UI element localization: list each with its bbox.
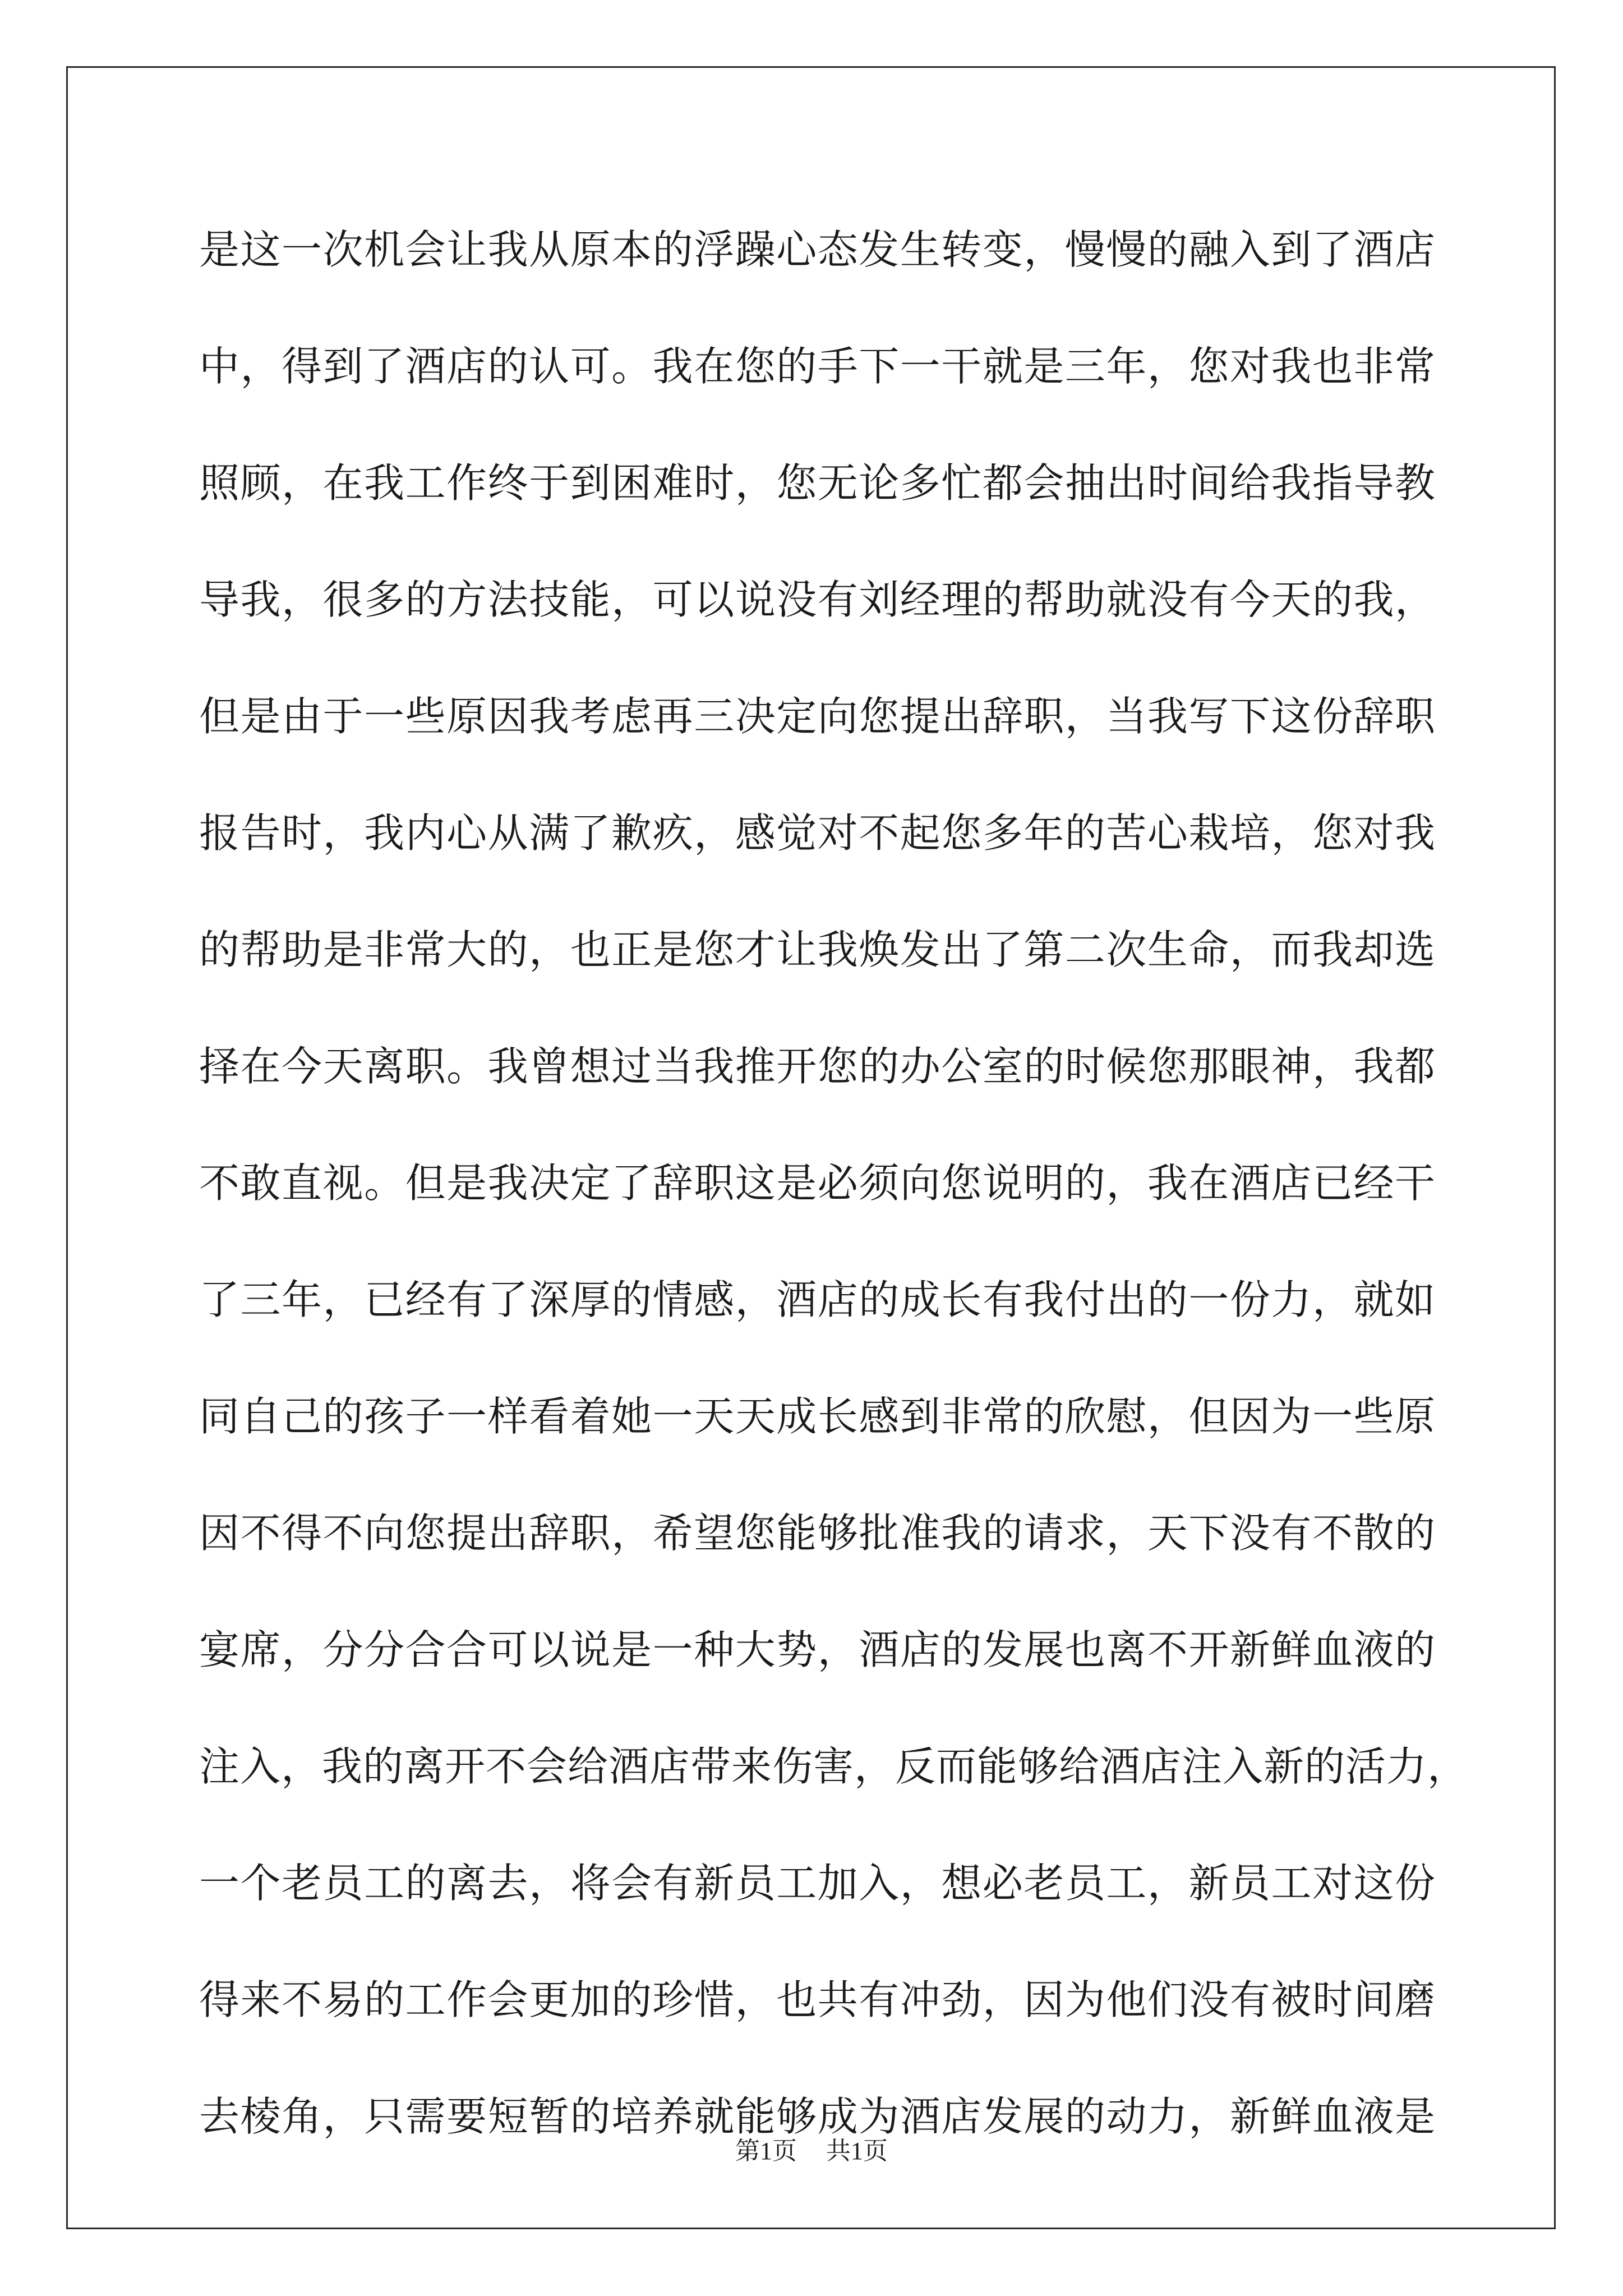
page-number-total: 共1页 bbox=[826, 2137, 888, 2165]
text-line: 照顾，在我工作终于到困难时，您无论多忙都会抽出时间给我指导教 bbox=[199, 459, 1436, 507]
text-line: 一个老员工的离去，将会有新员工加入，想必老员工，新员工对这份 bbox=[199, 1860, 1436, 1907]
text-line: 报告时，我内心从满了歉疚，感觉对不起您多年的苦心栽培，您对我 bbox=[199, 809, 1436, 857]
text-line: 注入，我的离开不会给酒店带来伤害，反而能够给酒店注入新的活力， bbox=[199, 1743, 1469, 1790]
text-line: 但是由于一些原因我考虑再三决定向您提出辞职，当我写下这份辞职 bbox=[199, 693, 1436, 740]
page-number-current: 第1页 bbox=[735, 2137, 797, 2165]
text-line: 导我，很多的方法技能，可以说没有刘经理的帮助就没有今天的我， bbox=[199, 576, 1436, 623]
text-line: 去棱角，只需要短暂的培养就能够成为酒店发展的动力，新鲜血液是 bbox=[199, 2093, 1436, 2140]
text-line: 中，得到了酒店的认可。我在您的手下一干就是三年，您对我也非常 bbox=[199, 343, 1436, 390]
text-line: 因不得不向您提出辞职，希望您能够批准我的请求，天下没有不散的 bbox=[199, 1510, 1436, 1557]
page-footer bbox=[0, 2134, 1623, 2168]
text-line: 宴席，分分合合可以说是一种大势，酒店的发展也离不开新鲜血液的 bbox=[199, 1626, 1436, 1673]
text-line: 得来不易的工作会更加的珍惜，也共有冲劲，因为他们没有被时间磨 bbox=[199, 1976, 1436, 2023]
text-line: 是这一次机会让我从原本的浮躁心态发生转变，慢慢的融入到了酒店 bbox=[199, 226, 1436, 273]
text-line: 的帮助是非常大的，也正是您才让我焕发出了第二次生命，而我却选 bbox=[199, 926, 1436, 973]
body-text bbox=[199, 222, 1469, 2205]
text-line: 了三年，已经有了深厚的情感，酒店的成长有我付出的一份力，就如 bbox=[199, 1276, 1436, 1323]
text-line: 择在今天离职。我曾想过当我推开您的办公室的时候您那眼神，我都 bbox=[199, 1043, 1436, 1090]
text-line: 不敢直视。但是我决定了辞职这是必须向您说明的，我在酒店已经干 bbox=[199, 1159, 1436, 1207]
text-line: 同自己的孩子一样看着她一天天成长感到非常的欣慰，但因为一些原 bbox=[199, 1393, 1436, 1440]
